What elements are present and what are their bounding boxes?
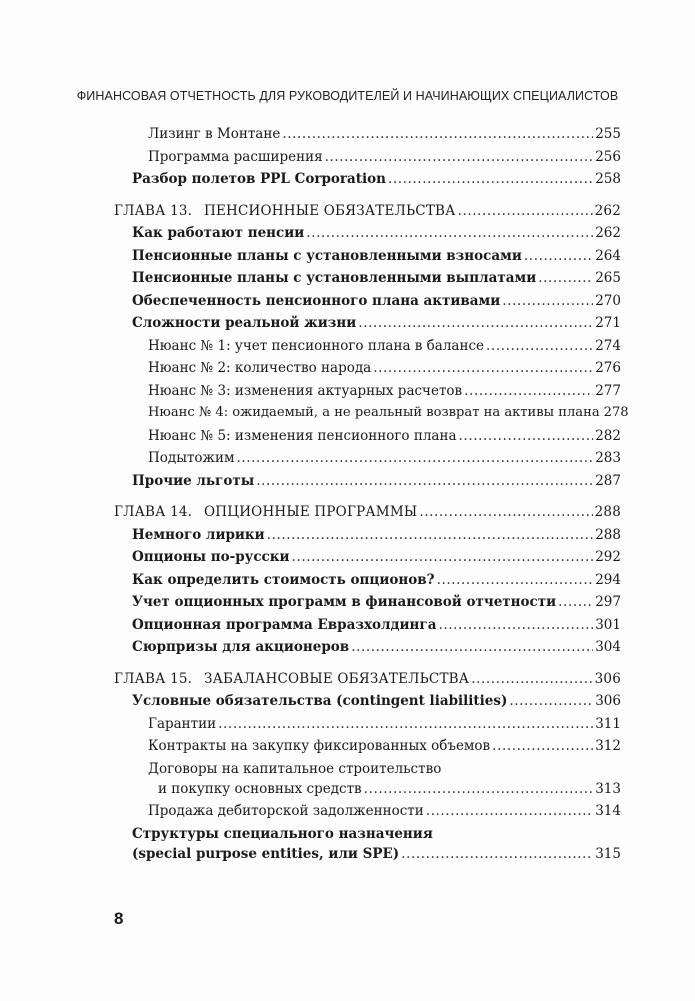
toc-entry-page: 256 bbox=[595, 148, 621, 165]
toc-section[interactable]: (special purpose entities, или SPE) ..... 315 bbox=[114, 846, 621, 869]
toc-entry[interactable]: Гарантии ..... 311 bbox=[114, 716, 621, 739]
toc-section[interactable]: Опционы по-русски ..... 292 bbox=[114, 549, 621, 572]
toc-entry[interactable]: Подытожим ..... 283 bbox=[114, 450, 621, 473]
toc-section[interactable]: Немного лирики ..... 288 bbox=[114, 527, 621, 550]
toc-entry[interactable]: Контракты на закупку фиксированных объемов ..... 312 bbox=[114, 738, 621, 761]
chapter-page: 306 bbox=[594, 670, 621, 687]
toc-chapter-13[interactable] bbox=[114, 203, 621, 226]
toc-chapter-14[interactable] bbox=[114, 504, 621, 527]
toc-entry[interactable]: и покупку основных средств ..... 313 bbox=[114, 781, 621, 804]
toc-section[interactable]: Прочие льготы ..... 287 bbox=[114, 473, 621, 496]
toc-entry-title: Программа расширения bbox=[148, 148, 323, 165]
chapter-label: ГЛАВА 13. bbox=[114, 202, 193, 219]
toc-section-title: Разбор полетов PPL Corporation bbox=[132, 171, 386, 187]
toc-entry[interactable]: Нюанс № 1: учет пенсионного плана в балансе ..... 274 bbox=[114, 338, 621, 361]
toc-entry[interactable]: Нюанс № 2: количество народа ..... 276 bbox=[114, 360, 621, 383]
toc-section[interactable] bbox=[114, 171, 621, 194]
toc-entry[interactable]: Нюанс № 3: изменения актуарных расчетов ..... 277 bbox=[114, 383, 621, 406]
toc-entry[interactable]: Нюанс № 5: изменения пенсионного плана ..... 282 bbox=[114, 428, 621, 451]
toc-entry-line1[interactable]: Договоры на капитальное строительство bbox=[148, 760, 442, 777]
chapter-title: ПЕНСИОННЫЕ ОБЯЗАТЕЛЬСТВА bbox=[204, 202, 456, 219]
toc-section-line1[interactable]: Структуры специального назначения bbox=[132, 825, 433, 842]
chapter-page: 288 bbox=[594, 504, 621, 520]
toc-section[interactable]: Пенсионные планы с установленными выплатами ..... 265 bbox=[114, 270, 621, 293]
toc-section[interactable]: Как определить стоимость опционов? ..... 294 bbox=[114, 572, 621, 595]
toc-section[interactable]: Опционная программа Евразхолдинга ..... 301 bbox=[114, 617, 621, 640]
toc-entry[interactable]: Продажа дебиторской задолженности ..... 314 bbox=[114, 803, 621, 826]
toc-section[interactable]: Учет опционных программ в финансовой отчетности ..... 297 bbox=[114, 594, 621, 617]
toc-chapter-15[interactable] bbox=[114, 671, 621, 694]
toc-entry-page: 255 bbox=[595, 126, 621, 142]
toc-entry[interactable] bbox=[114, 149, 621, 172]
table-of-contents bbox=[114, 126, 629, 868]
toc-section[interactable]: Условные обязательства (contingent liabilities) ..... 306 bbox=[114, 693, 621, 716]
chapter-title: ЗАБАЛАНСОВЫЕ ОБЯЗАТЕЛЬСТВА bbox=[204, 670, 470, 687]
toc-entry-title: Лизинг в Монтане bbox=[148, 126, 281, 142]
chapter-label: ГЛАВА 14. bbox=[114, 504, 193, 520]
chapter-label: ГЛАВА 15. bbox=[114, 670, 193, 687]
toc-section[interactable]: Обеспеченность пенсионного плана активами ..... 270 bbox=[114, 293, 621, 316]
toc-section-page: 258 bbox=[595, 171, 621, 187]
toc-entry[interactable] bbox=[114, 126, 621, 149]
toc-section[interactable]: Как работают пенсии ..... 262 bbox=[114, 225, 621, 248]
toc-section[interactable]: Сюрпризы для акционеров ..... 304 bbox=[114, 639, 621, 662]
page-number: 8 bbox=[114, 909, 124, 928]
chapter-title: ОПЦИОННЫЕ ПРОГРАММЫ bbox=[204, 504, 418, 520]
toc-section[interactable]: Сложности реальной жизни ..... 271 bbox=[114, 315, 621, 338]
toc-entry[interactable]: Нюанс № 4: ожидаемый, а не реальный возврат на активы плана 278 bbox=[148, 405, 629, 420]
toc-section[interactable]: Пенсионные планы с установленными взносами ..... 264 bbox=[114, 248, 621, 271]
running-head: ФИНАНСОВАЯ ОТЧЕТНОСТЬ ДЛЯ РУКОВОДИТЕЛЕЙ И НАЧИНАЮЩИХ СПЕЦИАЛИСТОВ bbox=[76, 89, 619, 103]
chapter-page: 262 bbox=[594, 202, 621, 219]
